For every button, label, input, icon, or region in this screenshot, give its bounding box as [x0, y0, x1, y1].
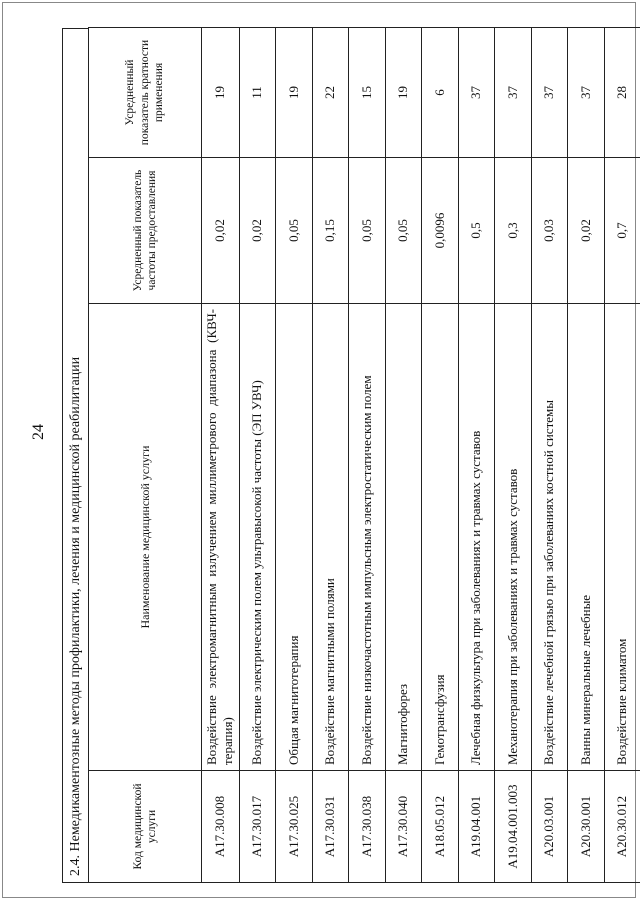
frequency-cell: 0,02 — [568, 158, 605, 304]
service-code-cell: A17.30.008 — [202, 771, 240, 883]
multiplicity-cell: 19 — [202, 28, 240, 158]
section-caption: 2.4. Немедикаментозные методы профилактики, лечения и медицинской реабилитации — [62, 28, 88, 883]
service-name-cell: Воздействие магнитными полями — [312, 304, 349, 771]
table-row — [239, 28, 276, 883]
table-row — [312, 28, 349, 883]
service-code-cell: A17.30.031 — [312, 771, 349, 883]
multiplicity-cell: 37 — [458, 28, 495, 158]
service-code-cell: A20.30.012 — [604, 771, 640, 883]
header-frequency: Усредненный показатель частоты предоставления — [89, 158, 202, 304]
frequency-cell: 0,7 — [604, 158, 640, 304]
frequency-cell: 0,02 — [239, 158, 276, 304]
service-name-cell: Ванны минеральные лечебные — [568, 304, 605, 771]
page-number: 24 — [30, 424, 47, 440]
table-row — [568, 28, 605, 883]
multiplicity-cell: 37 — [568, 28, 605, 158]
service-code-cell: A20.03.001 — [531, 771, 568, 883]
service-code-cell: A20.30.001 — [568, 771, 605, 883]
table-row — [202, 28, 240, 883]
service-name-cell: Воздействие климатом — [604, 304, 640, 771]
service-name-cell: Лечебная физкультура при заболеваниях и травмах суставов — [458, 304, 495, 771]
service-name-cell: Магнитофорез — [385, 304, 422, 771]
header-code: Код медицинской услуги — [89, 771, 202, 883]
table-row — [531, 28, 568, 883]
header-name: Наименование медицинской услуги — [89, 304, 202, 771]
service-name-cell: Воздействие лечебной грязью при заболеваниях костной системы — [531, 304, 568, 771]
multiplicity-cell: 19 — [385, 28, 422, 158]
frequency-cell: 0,3 — [495, 158, 532, 304]
table-row — [604, 28, 640, 883]
frequency-cell: 0,5 — [458, 158, 495, 304]
frequency-cell: 0,03 — [531, 158, 568, 304]
service-code-cell: A18.05.012 — [422, 771, 459, 883]
service-code-cell: A17.30.040 — [385, 771, 422, 883]
table-body — [202, 28, 640, 883]
table-row — [495, 28, 532, 883]
multiplicity-cell: 6 — [422, 28, 459, 158]
header-multiplicity: Усредненный показатель кратности применения — [89, 28, 202, 158]
service-name-cell: Воздействие низкочастотным импульсным электростатическим полем — [349, 304, 386, 771]
service-code-cell: A17.30.025 — [276, 771, 313, 883]
table-row — [385, 28, 422, 883]
service-name-cell: Воздействие электромагнитным излучением миллиметрового диапазона (КВЧ-терапия) — [202, 304, 240, 771]
frequency-cell: 0,05 — [276, 158, 313, 304]
frequency-cell: 0,02 — [202, 158, 240, 304]
multiplicity-cell: 15 — [349, 28, 386, 158]
multiplicity-cell: 11 — [239, 28, 276, 158]
service-code-cell: A17.30.038 — [349, 771, 386, 883]
service-name-cell: Механотерапия при заболеваниях и травмах суставов — [495, 304, 532, 771]
multiplicity-cell: 28 — [604, 28, 640, 158]
table-header-row — [89, 28, 202, 883]
multiplicity-cell: 22 — [312, 28, 349, 158]
service-name-cell: Воздействие электрическим полем ультравысокой частоты (ЭП УВЧ) — [239, 304, 276, 771]
multiplicity-cell: 37 — [495, 28, 532, 158]
rotated-table-container — [62, 28, 630, 883]
service-code-cell: A19.04.001.003 — [495, 771, 532, 883]
service-code-cell: A17.30.017 — [239, 771, 276, 883]
table-row — [349, 28, 386, 883]
table-row — [422, 28, 459, 883]
service-code-cell: A19.04.001 — [458, 771, 495, 883]
frequency-cell: 0,05 — [385, 158, 422, 304]
multiplicity-cell: 37 — [531, 28, 568, 158]
frequency-cell: 0,0096 — [422, 158, 459, 304]
frequency-cell: 0,05 — [349, 158, 386, 304]
service-name-cell: Общая магнитотерапия — [276, 304, 313, 771]
table-row — [458, 28, 495, 883]
services-table — [88, 27, 640, 883]
table-row — [276, 28, 313, 883]
multiplicity-cell: 19 — [276, 28, 313, 158]
service-name-cell: Гемотрансфузия — [422, 304, 459, 771]
frequency-cell: 0,15 — [312, 158, 349, 304]
